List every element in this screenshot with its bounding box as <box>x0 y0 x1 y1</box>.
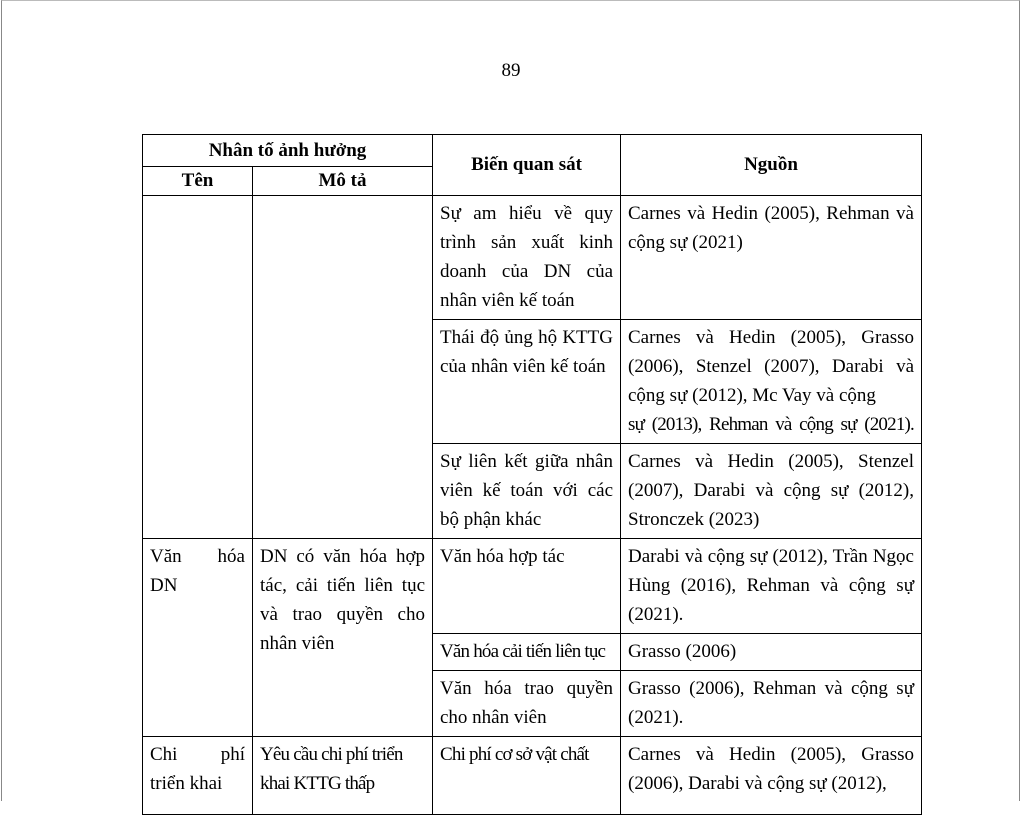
variable-cell: Văn hóa hợp tác <box>433 539 621 634</box>
description-line-a: Yêu cầu chi phí triển <box>260 744 403 765</box>
source-cell: Grasso (2006) <box>621 634 922 671</box>
variable-cell: Văn hóa trao quyền cho nhân viên <box>433 671 621 737</box>
source-cell: Darabi và cộng sự (2012), Trần Ngọc Hùng (2016), Rehman và cộng sự (2021). <box>621 539 922 634</box>
name-line-a: Văn hóa <box>150 546 245 567</box>
source-cell: Carnes và Hedin (2005), Grasso (2006), Darabi và cộng sự (2012), <box>621 737 922 815</box>
name-line-b: triển khai <box>150 773 223 794</box>
source-text-b: sự (2013), Rehman và cộng sự (2021). <box>628 414 914 435</box>
name-cell <box>143 539 253 737</box>
name-line-a: Chi phí <box>150 744 245 765</box>
description-cell-empty <box>253 196 433 539</box>
description-cell: DN có văn hóa hợp tác, cải tiến liên tục và trao quyền cho nhân viên <box>253 539 433 737</box>
header-factor: Nhân tố ảnh hưởng <box>143 135 433 167</box>
factor-table <box>142 134 922 815</box>
header-variable: Biến quan sát <box>433 135 621 196</box>
source-cell <box>621 320 922 444</box>
variable-cell: Sự liên kết giữa nhân viên kế toán với các bộ phận khác <box>433 444 621 539</box>
header-source: Nguồn <box>621 135 922 196</box>
header-row-1 <box>143 135 922 167</box>
page-number: 89 <box>501 60 521 81</box>
name-cell <box>143 737 253 815</box>
source-text-a: Carnes và Hedin (2005), Grasso (2006), Stenzel (2007), Darabi và cộng sự (2012), Mc Vay và cộng <box>628 327 914 406</box>
source-cell: Carnes và Hedin (2005), Rehman và cộng sự (2021) <box>621 196 922 320</box>
variable-cell: Chi phí cơ sở vật chất <box>433 737 621 815</box>
header-description: Mô tả <box>253 167 433 196</box>
table-row <box>143 196 922 320</box>
name-cell-empty <box>143 196 253 539</box>
variable-cell: Văn hóa cải tiến liên tục <box>433 634 621 671</box>
description-line-b: khai KTTG thấp <box>260 773 375 794</box>
name-line-b: DN <box>150 575 178 596</box>
table-row <box>143 539 922 634</box>
description-cell <box>253 737 433 815</box>
header-name: Tên <box>143 167 253 196</box>
source-cell: Grasso (2006), Rehman và cộng sự (2021). <box>621 671 922 737</box>
variable-cell: Sự am hiểu về quy trình sản xuất kinh doanh của DN của nhân viên kế toán <box>433 196 621 320</box>
variable-cell: Thái độ ủng hộ KTTG của nhân viên kế toán <box>433 320 621 444</box>
source-cell: Carnes và Hedin (2005), Stenzel (2007), Darabi và cộng sự (2012), Stronczek (2023) <box>621 444 922 539</box>
table-row <box>143 737 922 815</box>
